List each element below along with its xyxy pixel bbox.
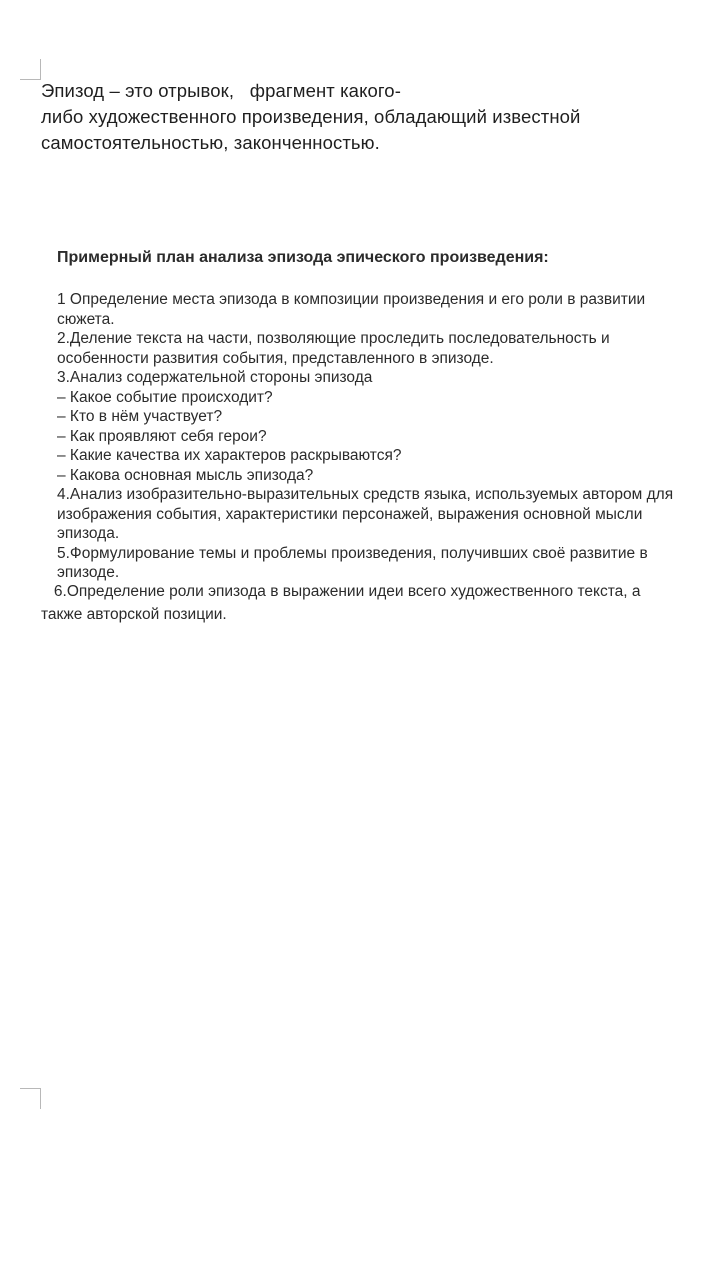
plan-line: также авторской позиции. bbox=[41, 606, 227, 623]
plan-line: 6.Определение роли эпизода в выражении идеи всего художественного текста, а bbox=[41, 583, 641, 600]
plan-heading: Примерный план анализа эпизода эпического произведения: bbox=[57, 249, 549, 266]
plan-line: 4.Анализ изобразительно-выразительных средств языка, используемых автором для bbox=[57, 486, 674, 503]
definition-line: самостоятельностью, законченностью. bbox=[41, 132, 380, 153]
definition-line: Эпизод – это отрывок, фрагмент какого- bbox=[41, 80, 401, 101]
plan-line: 1 Определение места эпизода в композиции произведения и его роли в развитии bbox=[57, 291, 646, 308]
page-corner-mark-top bbox=[20, 59, 41, 80]
plan-line: эпизоде. bbox=[57, 564, 120, 581]
plan-line: 3.Анализ содержательной стороны эпизода bbox=[57, 369, 373, 386]
plan-line: – Какое событие происходит? bbox=[57, 388, 273, 406]
definition-paragraph bbox=[41, 78, 711, 156]
plan-list bbox=[57, 290, 720, 583]
plan-line: 2.Деление текста на части, позволяющие проследить последовательность и bbox=[57, 330, 610, 347]
plan-last-item bbox=[41, 580, 720, 626]
plan-line: изображения события, характеристики персонажей, выражения основной мысли bbox=[57, 505, 643, 523]
plan-line: – Кто в нём участвует? bbox=[57, 408, 223, 425]
plan-line: особенности развития события, представленного в эпизоде. bbox=[57, 349, 494, 367]
plan-line: – Какова основная мысль эпизода? bbox=[57, 466, 314, 484]
plan-line: 5.Формулирование темы и проблемы произведения, получивших своё развитие в bbox=[57, 544, 648, 562]
plan-line: – Как проявляют себя герои? bbox=[57, 427, 267, 445]
plan-line: – Какие качества их характеров раскрываются? bbox=[57, 447, 402, 464]
plan-line: сюжета. bbox=[57, 310, 115, 328]
page-corner-mark-bottom bbox=[20, 1088, 41, 1109]
plan-line: эпизода. bbox=[57, 525, 120, 542]
definition-line: либо художественного произведения, обладающий известной bbox=[41, 106, 581, 127]
